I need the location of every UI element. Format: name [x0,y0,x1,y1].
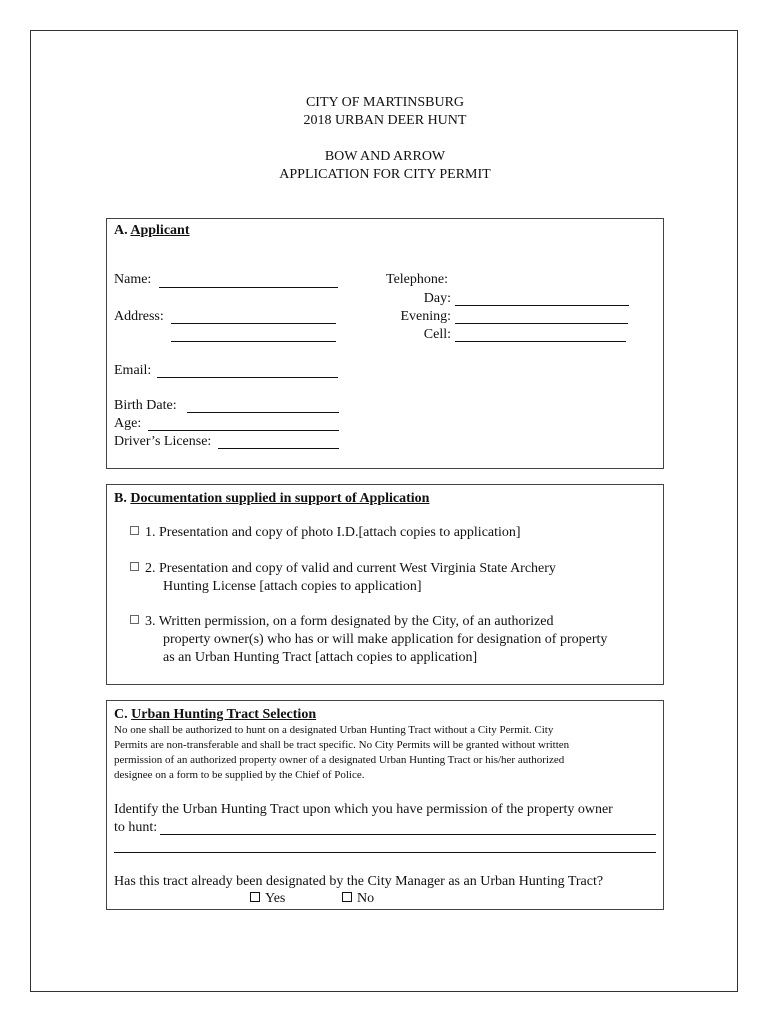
doc-item-1-checkbox[interactable] [130,526,139,535]
email-field[interactable] [157,377,338,378]
doc-item-3 [130,613,553,631]
section-a-heading [114,222,189,240]
section-a-title: Applicant [130,223,190,238]
doc-item-2-text-line-2: Hunting License [attach copies to application] [163,579,422,594]
address-label: Address: [114,309,164,324]
section-b-title: Documentation supplied in support of Application [130,491,430,506]
name-label: Name: [114,272,152,287]
yes-label: Yes [265,891,286,906]
doc-item-3-text-line-3: as an Urban Hunting Tract [attach copies to application] [163,650,478,665]
section-c-title: Urban Hunting Tract Selection [131,707,317,722]
no-label: No [357,891,375,906]
header-event: 2018 URBAN DEER HUNT [303,113,467,128]
section-b-letter: B. [114,491,127,506]
section-b-heading [114,490,429,508]
yes-checkbox[interactable] [250,892,260,902]
identify-tract-line-1: Identify the Urban Hunting Tract upon which you have permission of the property owner [114,802,613,817]
section-a-letter: A. [114,223,128,238]
address-field-line-2[interactable] [171,341,336,342]
doc-item-1 [130,524,521,542]
tract-name-field-line-2[interactable] [114,852,656,853]
doc-item-3-checkbox[interactable] [130,615,139,624]
doc-item-2-checkbox[interactable] [130,562,139,571]
evening-phone-field[interactable] [455,323,628,324]
section-c-heading [114,706,316,724]
notice-line-2: Permits are non-transferable and shall be tract specific. No City Permits will be granted without written [114,739,570,751]
telephone-label: Telephone: [386,272,448,287]
name-field[interactable] [159,287,338,288]
drivers-license-field[interactable] [218,448,339,449]
doc-item-2 [130,560,556,578]
designation-question: Has this tract already been designated by the City Manager as an Urban Hunting Tract? [114,874,604,889]
no-option[interactable] [342,890,374,908]
day-label: Day: [423,291,451,306]
email-label: Email: [114,363,152,378]
notice-line-1: No one shall be authorized to hunt on a designated Urban Hunting Tract without a City Permit. City [114,724,554,736]
address-field-line-1[interactable] [171,323,336,324]
age-field[interactable] [148,430,339,431]
doc-item-2-text-line-1: 2. Presentation and copy of valid and current West Virginia State Archery [145,561,556,576]
notice-line-3: permission of an authorized property owner of a designated Urban Hunting Tract or his/her authorized [114,754,565,766]
day-phone-field[interactable] [455,305,629,306]
cell-phone-field[interactable] [455,341,626,342]
doc-item-3-text-line-2: property owner(s) who has or will make application for designation of property [163,632,608,647]
no-checkbox[interactable] [342,892,352,902]
drivers-license-label: Driver’s License: [114,434,212,449]
yes-option[interactable] [250,890,285,908]
birth-date-field[interactable] [187,412,339,413]
birth-date-label: Birth Date: [114,398,177,413]
doc-item-1-text: 1. Presentation and copy of photo I.D.[attach copies to application] [145,525,521,540]
header-type: BOW AND ARROW [324,149,446,164]
header-form: APPLICATION FOR CITY PERMIT [279,167,491,182]
section-a-box [106,218,664,469]
tract-name-field[interactable] [160,834,656,835]
section-c-letter: C. [114,707,128,722]
notice-line-4: designee on a form to be supplied by the Chief of Police. [114,769,365,781]
age-label: Age: [114,416,142,431]
cell-label: Cell: [423,327,451,342]
header-city: CITY OF MARTINSBURG [305,95,465,110]
doc-item-3-text-line-1: 3. Written permission, on a form designated by the City, of an authorized [145,614,554,629]
identify-tract-line-2: to hunt: [114,820,158,835]
evening-label: Evening: [400,309,451,324]
